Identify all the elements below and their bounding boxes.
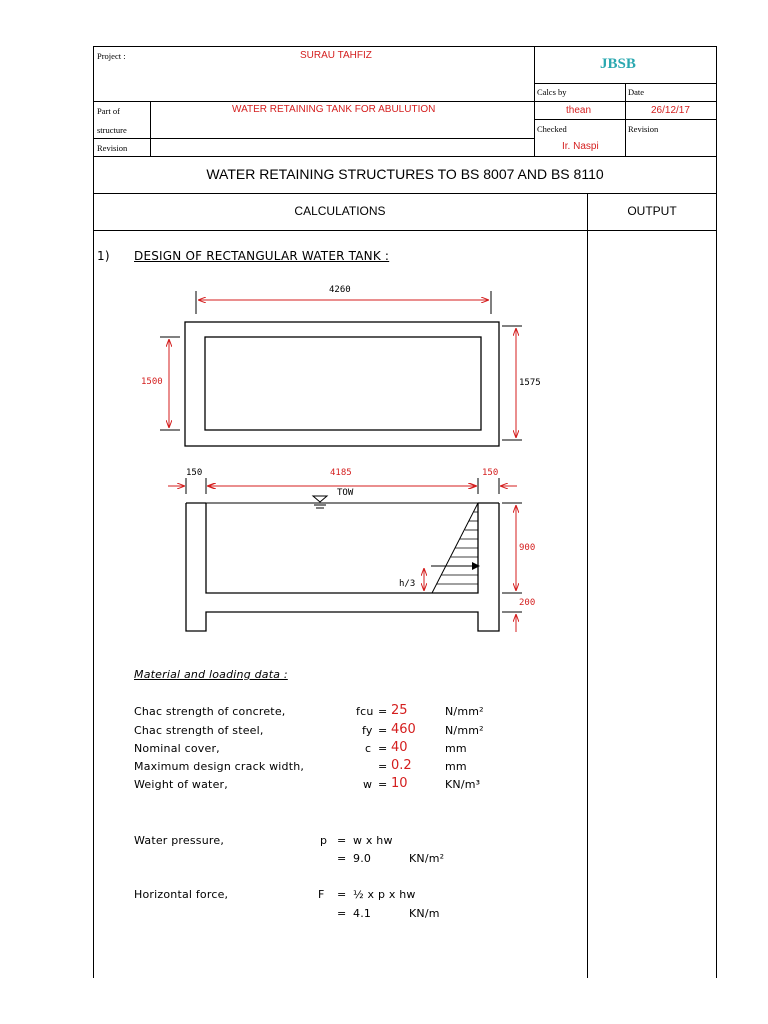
material-unit: mm bbox=[445, 742, 467, 755]
part-of-label: Part of bbox=[97, 106, 120, 116]
project-value: SURAU TAHFIZ bbox=[300, 50, 372, 61]
tow-label: TOW bbox=[337, 488, 354, 498]
checked-value: Ir. Naspi bbox=[562, 141, 599, 152]
material-label: Maximum design crack width, bbox=[134, 760, 305, 773]
section-view bbox=[168, 478, 522, 632]
material-value: 0.2 bbox=[391, 758, 412, 773]
material-unit: KN/m³ bbox=[445, 778, 481, 791]
material-value: 25 bbox=[391, 703, 408, 718]
material-eq: = bbox=[378, 724, 388, 737]
plan-length-label: 4260 bbox=[329, 285, 351, 295]
calculations-heading: CALCULATIONS bbox=[294, 204, 386, 218]
material-symbol: w bbox=[363, 778, 373, 791]
plan-outer-rect bbox=[185, 322, 499, 446]
material-unit: mm bbox=[445, 760, 467, 773]
section-number: 1) bbox=[97, 249, 110, 263]
pressure-hatch bbox=[437, 512, 478, 584]
material-label: Weight of water, bbox=[134, 778, 228, 791]
pressure-label: Water pressure, bbox=[134, 834, 225, 847]
section-outline bbox=[186, 503, 499, 631]
pressure-symbol: p bbox=[320, 834, 328, 847]
pressure-unit: KN/m² bbox=[409, 852, 445, 865]
plan-outer-height-label: 1575 bbox=[519, 378, 541, 388]
water-depth-label: 900 bbox=[519, 543, 536, 553]
pressure-eq2: = bbox=[337, 852, 347, 865]
company-name: JBSB bbox=[600, 56, 636, 72]
material-label: Chac strength of steel, bbox=[134, 724, 264, 737]
calcs-by-label: Calcs by bbox=[537, 87, 567, 97]
force-formula: ½ x p x hw bbox=[353, 888, 416, 901]
material-value: 460 bbox=[391, 722, 416, 737]
revision-label-left: Revision bbox=[97, 143, 128, 153]
plan-inner-rect bbox=[205, 337, 481, 430]
structure-label: structure bbox=[97, 125, 127, 135]
page-title: WATER RETAINING STRUCTURES TO BS 8007 AND BS 8110 bbox=[206, 166, 604, 182]
material-symbol: fy bbox=[362, 724, 373, 737]
h3-label: h/3 bbox=[399, 579, 416, 589]
force-label: Horizontal force, bbox=[134, 888, 229, 901]
material-unit: N/mm² bbox=[445, 705, 484, 718]
date-label: Date bbox=[628, 87, 645, 97]
material-symbol: fcu bbox=[356, 705, 374, 718]
pressure-result: 9.0 bbox=[353, 852, 372, 865]
force-eq: = bbox=[337, 888, 347, 901]
force-eq2: = bbox=[337, 907, 347, 920]
section-inner-outline bbox=[206, 503, 478, 593]
base-label: 200 bbox=[519, 598, 536, 608]
material-label: Chac strength of concrete, bbox=[134, 705, 286, 718]
force-symbol: F bbox=[318, 888, 325, 901]
checked-label: Checked bbox=[537, 124, 567, 134]
project-label: Project : bbox=[97, 51, 126, 61]
plan-inner-height-label: 1500 bbox=[141, 377, 163, 387]
part-value: WATER RETAINING TANK FOR ABULUTION bbox=[232, 104, 436, 115]
material-symbol: c bbox=[365, 742, 372, 755]
pressure-eq: = bbox=[337, 834, 347, 847]
date-value: 26/12/17 bbox=[651, 105, 690, 116]
force-unit: KN/m bbox=[409, 907, 440, 920]
material-label: Nominal cover, bbox=[134, 742, 220, 755]
section-left-wall-label: 150 bbox=[186, 468, 203, 478]
material-heading: Material and loading data : bbox=[134, 668, 288, 681]
material-eq: = bbox=[378, 778, 388, 791]
pressure-formula: w x hw bbox=[353, 834, 393, 847]
output-heading: OUTPUT bbox=[627, 204, 677, 218]
section-heading: DESIGN OF RECTANGULAR WATER TANK : bbox=[134, 249, 390, 263]
material-value: 40 bbox=[391, 740, 408, 755]
material-value: 10 bbox=[391, 776, 408, 791]
section-right-wall-label: 150 bbox=[482, 468, 499, 478]
revision-label-right: Revision bbox=[628, 124, 659, 134]
calcs-by-value: thean bbox=[566, 105, 592, 116]
force-result: 4.1 bbox=[353, 907, 372, 920]
plan-view bbox=[160, 291, 522, 446]
material-unit: N/mm² bbox=[445, 724, 484, 737]
material-eq: = bbox=[378, 742, 388, 755]
material-eq: = bbox=[378, 705, 388, 718]
section-inner-length-label: 4185 bbox=[330, 468, 352, 478]
material-eq: = bbox=[378, 760, 388, 773]
